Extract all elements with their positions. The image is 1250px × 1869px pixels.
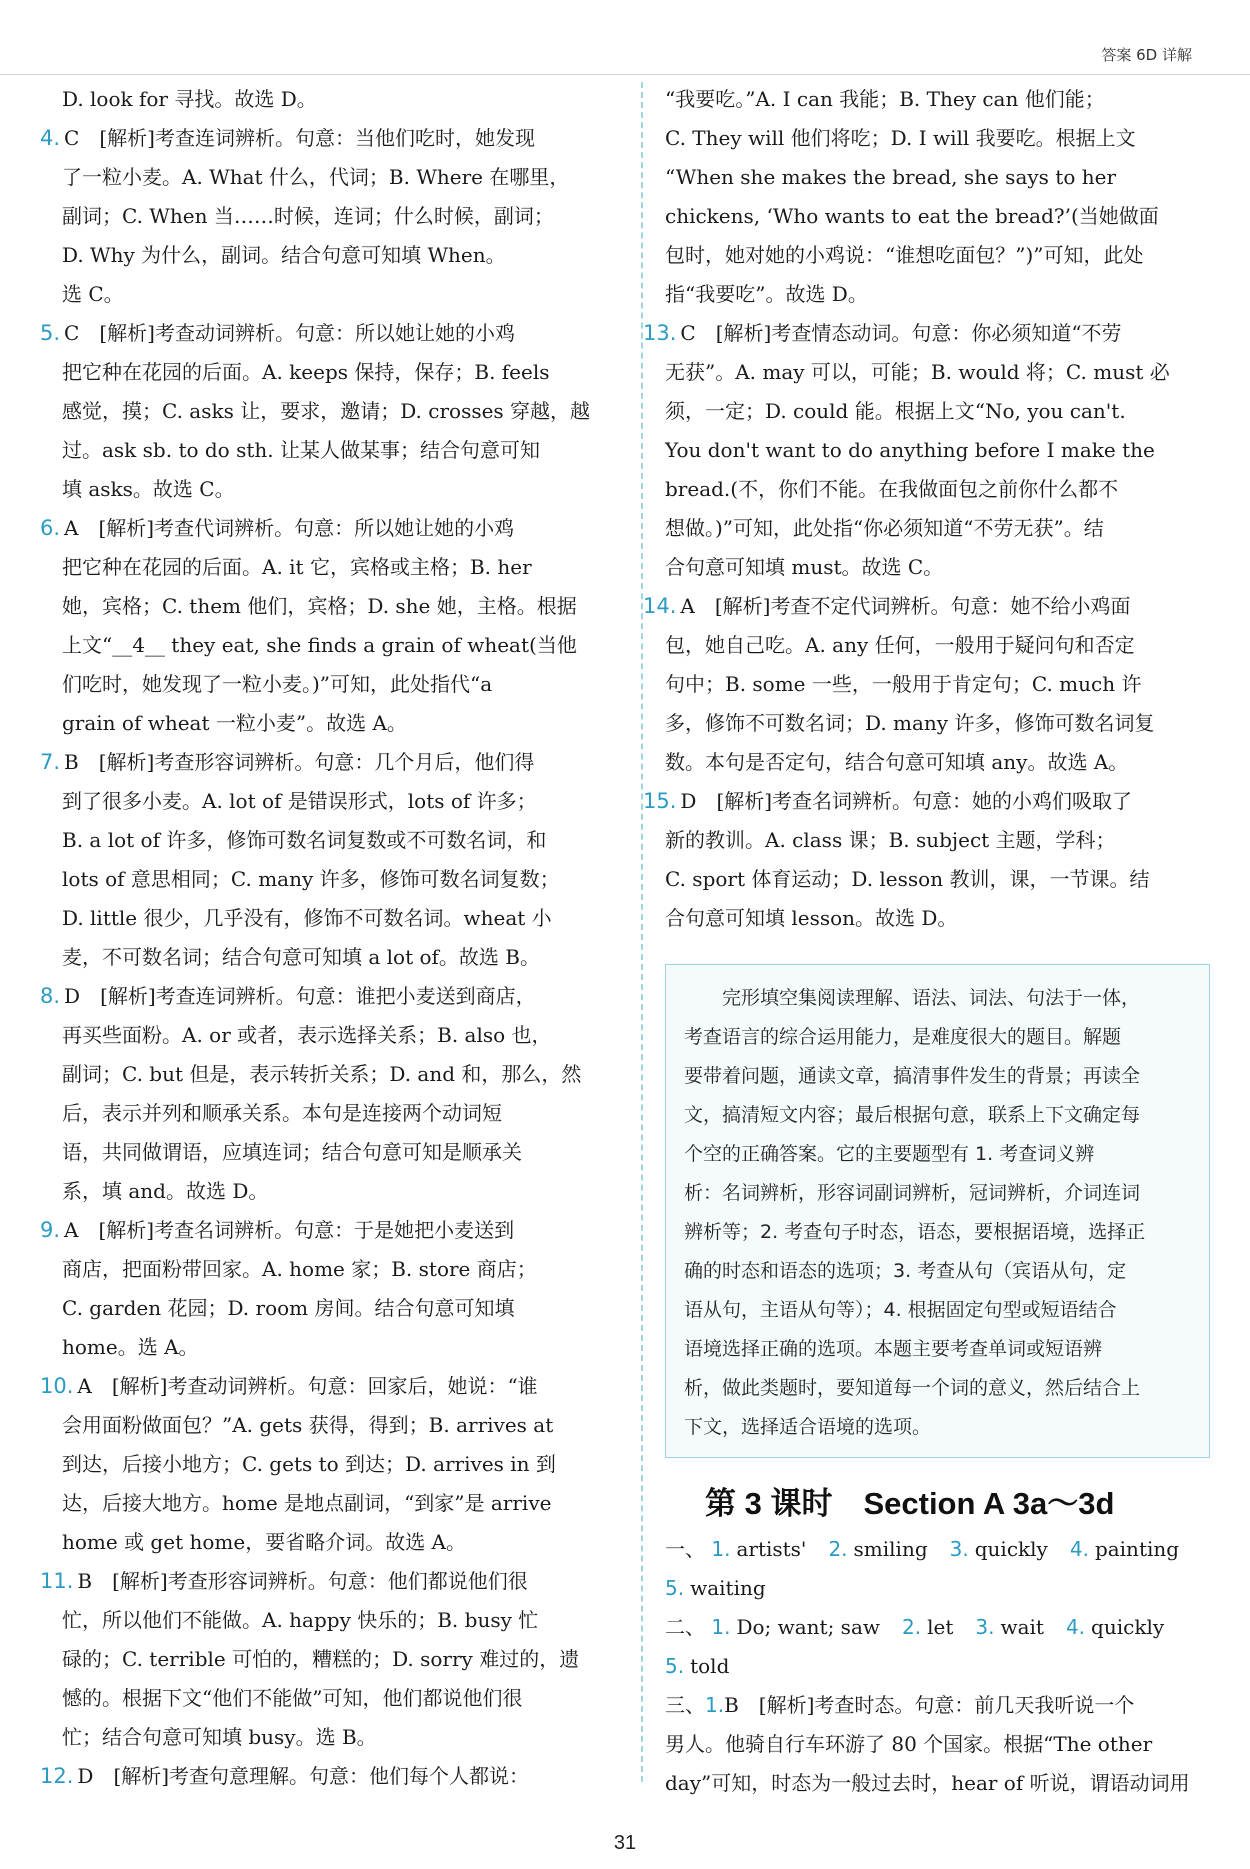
answer-text: quickly [1091,1615,1165,1639]
line-text: 忙；结合句意可知填 busy。选 B。 [62,1725,377,1749]
text-line [62,275,602,314]
question-number: 15. [643,789,677,813]
text-line [665,353,1210,392]
line-text: 无获”。A. may 可以，可能；B. would 将；C. must 必 [665,360,1170,384]
line-text: 副词；C. When 当……时候，连词；什么时候，副词； [62,204,554,228]
answer-number: 2. [828,1537,848,1561]
line-text: 憾的。根据下文“他们不能做”可知，他们都说他们很 [62,1686,523,1710]
tip-line: 要带着问题，通读文章，搞清事件发生的背景；再读全 [684,1065,1141,1087]
line-text: 们吃时，她发现了一粒小麦。)”可知，此处指代“a [62,672,493,696]
text-line [62,704,602,743]
line-text: bread.(不，你们不能。在我做面包之前你什么都不 [665,477,1119,501]
text-line [643,587,1210,626]
text-line [62,80,602,119]
text-line [665,899,1210,938]
text-line [62,470,602,509]
line-text: 上文“__4__ they eat, she finds a grain of wheat(当他 [62,633,577,657]
text-line [40,509,602,548]
question-number: 13. [643,321,677,345]
line-text: D [解析]考查连词辨析。句意：谁把小麦送到商店， [64,984,536,1008]
text-line [665,1686,1210,1725]
line-text: D [解析]考查句意理解。句意：他们每个人都说： [77,1764,530,1788]
text-line [665,275,1210,314]
line-text: 填 asks。故选 C。 [62,477,235,501]
line-text: lots of 意思相同；C. many 许多，修饰可数名词复数； [62,867,560,891]
line-text: day”可知，时态为一般过去时，hear of 听说，谓语动词用 [665,1771,1190,1795]
text-line [40,314,602,353]
answer-number: 3. [949,1537,969,1561]
line-text: 把它种在花园的后面。A. it 它，宾格或主格；B. her [62,555,532,579]
line-text: 麦，不可数名词；结合句意可知填 a lot of。故选 B。 [62,945,540,969]
left-column [40,80,602,1796]
line-text: 男人。他骑自行车环游了 80 个国家。根据“The other [665,1732,1153,1756]
text-line [62,236,602,275]
tip-line: 确的时态和语态的选项；3. 考查从句（宾语从句，定 [684,1260,1127,1282]
text-line [40,1211,602,1250]
line-text: “我要吃。”A. I can 我能；B. They can 他们能； [665,87,1105,111]
text-line [62,1718,602,1757]
tip-line: 析：名词辨析，形容词副词辨析，冠词辨析，介词连词 [684,1182,1141,1204]
question-number: 9. [40,1218,61,1242]
tip-line: 下文，选择适合语境的选项。 [684,1416,932,1438]
line-text: C [解析]考查动词辨析。句意：所以她让她的小鸡 [64,321,515,345]
question-number: 8. [40,984,61,1008]
line-text: D. little 很少，几乎没有，修饰不可数名词。wheat 小 [62,906,552,930]
line-text: D. look for 寻找。故选 D。 [62,87,317,111]
line-text: home 或 get home，要省略介词。故选 A。 [62,1530,466,1554]
line-text: 到了很多小麦。A. lot of 是错误形式，lots of 许多； [62,789,537,813]
answer-text: smiling [853,1537,928,1561]
part1-row-a [711,1537,1201,1561]
part3-label: 三、 [665,1693,705,1717]
line-text: 碌的；C. terrible 可怕的，糟糕的；D. sorry 难过的，遗 [62,1647,580,1671]
text-line [665,860,1210,899]
section-heading: 第 3 课时 Section A 3a～3d [705,1486,1115,1521]
line-text: B. a lot of 许多，修饰可数名词复数或不可数名词，和 [62,828,547,852]
line-text: 语，共同做谓语，应填连词；结合句意可知是顺承关 [62,1140,522,1164]
text-line [62,1406,602,1445]
text-line [665,431,1210,470]
line-text: “When she makes the bread, she says to her [665,165,1117,189]
question-number: 14. [643,594,677,618]
header-rule [0,74,1250,75]
text-line [40,977,602,1016]
text-line [665,236,1210,275]
line-text: 指“我要吃”。故选 D。 [665,282,868,306]
part2-label: 二、 [665,1615,705,1639]
text-line [62,1445,602,1484]
line-text: C. They will 他们将吃；D. I will 我要吃。根据上文 [665,126,1136,150]
answer-number: 1. [711,1615,731,1639]
question-number: 6. [40,516,61,540]
line-text: A [解析]考查不定代词辨析。句意：她不给小鸡面 [680,594,1131,618]
line-text: 忙，所以他们不能做。A. happy 快乐的；B. busy 忙 [62,1608,539,1632]
line-text: 多，修饰不可数名词；D. many 许多，修饰可数名词复 [665,711,1155,735]
answer-number: 5. [665,1654,685,1678]
line-text: 系，填 and。故选 D。 [62,1179,269,1203]
line-text: A [解析]考查名词辨析。句意：于是她把小麦送到 [64,1218,515,1242]
text-line [62,782,602,821]
text-line [665,509,1210,548]
part1-answers-cont [665,1569,1210,1608]
text-line [62,626,602,665]
answer-text: told [690,1654,730,1678]
text-line [62,1328,602,1367]
question-number: 12. [40,1764,74,1788]
tip-line: 考查语言的综合运用能力，是难度很大的题目。解题 [684,1026,1122,1048]
line-text: A [解析]考查代词辨析。句意：所以她让她的小鸡 [64,516,515,540]
text-line [62,1289,602,1328]
line-text: 会用面粉做面包？”A. gets 获得，得到；B. arrives at [62,1413,554,1437]
text-line [62,665,602,704]
text-line [643,314,1210,353]
text-line [62,1016,602,1055]
question-number: 7. [40,750,61,774]
line-text: B [解析]考查形容词辨析。句意：他们都说他们很 [77,1569,528,1593]
line-text: 后，表示并列和顺承关系。本句是连接两个动词短 [62,1101,502,1125]
text-line [62,1172,602,1211]
text-line [40,1367,602,1406]
text-line [665,743,1210,782]
answer-text: artists' [736,1537,807,1561]
line-text: 把它种在花园的后面。A. keeps 保持，保存；B. feels [62,360,550,384]
part2-answers-cont [665,1647,1210,1686]
line-text: You don't want to do anything before I make the [665,438,1155,462]
part1-row-b [665,1576,788,1600]
text-line [62,1250,602,1289]
page-number: 31 [613,1832,637,1854]
text-line [62,899,602,938]
answer-text: quickly [974,1537,1048,1561]
text-line [62,821,602,860]
answer-number: 1. [711,1537,731,1561]
text-line [665,704,1210,743]
question-number: 11. [40,1569,74,1593]
line-text: 再买些面粉。A. or 或者，表示选择关系；B. also 也， [62,1023,552,1047]
text-line [62,431,602,470]
text-line [665,821,1210,860]
tip-line: 文，搞清短文内容；最后根据句意，联系上下文确定每 [684,1104,1141,1126]
text-line [40,1757,602,1796]
answer-number: 4. [1069,1537,1089,1561]
answer-number: 2. [902,1615,922,1639]
line-text: C [解析]考查情态动词。句意：你必须知道“不劳 [680,321,1122,345]
text-line [665,197,1210,236]
tip-line: 语从句，主语从句等）；4. 根据固定句型或短语结合 [684,1299,1117,1321]
text-line [665,392,1210,431]
part1-label: 一、 [665,1537,705,1561]
right-column [643,80,1210,1803]
line-text: 到达，后接小地方；C. gets to 到达；D. arrives in 到 [62,1452,556,1476]
text-line [62,1523,602,1562]
line-text: 句中；B. some 一些，一般用于肯定句；C. much 许 [665,672,1142,696]
text-line [62,938,602,977]
line-text: 她，宾格；C. them 他们，宾格；D. she 她，主格。根据 [62,594,577,618]
text-line [62,197,602,236]
part1-answers [665,1530,1210,1569]
answer-text: let [927,1615,954,1639]
text-line [62,860,602,899]
question-number: 1. [705,1693,725,1717]
line-text: C. garden 花园；D. room 房间。结合句意可知填 [62,1296,515,1320]
text-line [665,470,1210,509]
part2-row-b [665,1654,751,1678]
text-line [40,743,602,782]
answer-text: Do; want; saw [736,1615,880,1639]
line-text: 新的教训。A. class 课；B. subject 主题，学科； [665,828,1116,852]
line-text: D [解析]考查名词辨析。句意：她的小鸡们吸取了 [680,789,1133,813]
answer-number: 5. [665,1576,685,1600]
text-line [665,665,1210,704]
answer-text: painting [1094,1537,1180,1561]
tip-line: 析，做此类题时，要知道每一个词的意义，然后结合上 [684,1377,1141,1399]
line-text: 想做。)”可知，此处指“你必须知道“不劳无获”。结 [665,516,1104,540]
part3-answers [665,1686,1210,1803]
tip-box [665,964,1210,1458]
line-text: C. sport 体育运动；D. lesson 教训，课，一节课。结 [665,867,1150,891]
text-line [665,158,1210,197]
text-line [62,1640,602,1679]
answer-text: waiting [690,1576,766,1600]
part2-answers [665,1608,1210,1647]
line-text: 副词；C. but 但是，表示转折关系；D. and 和，那么，然 [62,1062,582,1086]
line-text: 商店，把面粉带回家。A. home 家；B. store 商店； [62,1257,537,1281]
part2-row-a [711,1615,1186,1639]
answer-text: wait [1000,1615,1044,1639]
text-line [665,626,1210,665]
line-text: 包，她自己吃。A. any 任何，一般用于疑问句和否定 [665,633,1135,657]
header-tag: 答案 6D 详解 [1101,46,1192,64]
line-text: 数。本句是否定句，结合句意可知填 any。故选 A。 [665,750,1129,774]
tip-text [684,979,1193,1447]
line-text: 合句意可知填 lesson。故选 D。 [665,906,958,930]
line-text: C [解析]考查连词辨析。句意：当他们吃时，她发现 [64,126,535,150]
right-column-text [643,80,1210,938]
question-number: 4. [40,126,61,150]
line-text: chickens, ‘Who wants to eat the bread?’(当她做面 [665,204,1159,228]
text-line [665,119,1210,158]
text-line [665,1725,1210,1764]
question-number: 5. [40,321,61,345]
text-line [665,80,1210,119]
text-line [62,1679,602,1718]
question-number: 10. [40,1374,74,1398]
text-line [665,1764,1210,1803]
line-text: B [解析]考查时态。句意：前几天我听说一个 [724,1693,1135,1717]
line-text: 选 C。 [62,282,124,306]
line-text: 了一粒小麦。A. What 什么，代词；B. Where 在哪里， [62,165,570,189]
tip-line: 完形填空集阅读理解、语法、词法、句法于一体， [684,987,1141,1009]
line-text: 合句意可知填 must。故选 C。 [665,555,944,579]
answer-number: 3. [975,1615,995,1639]
text-line [62,548,602,587]
line-text: 过。ask sb. to do sth. 让某人做某事；结合句意可知 [62,438,540,462]
text-line [665,548,1210,587]
text-line [40,119,602,158]
line-text: D. Why 为什么，副词。结合句意可知填 When。 [62,243,506,267]
text-line [62,1484,602,1523]
line-text: grain of wheat 一粒小麦”。故选 A。 [62,711,407,735]
tip-line: 个空的正确答案。它的主要题型有 1. 考查词义辨 [684,1143,1095,1165]
line-text: home。选 A。 [62,1335,199,1359]
text-line [62,587,602,626]
text-line [62,1055,602,1094]
text-line [40,1562,602,1601]
text-line [62,1601,602,1640]
text-line [643,782,1210,821]
line-text: 包时，她对她的小鸡说：“谁想吃面包？”)”可知，此处 [665,243,1144,267]
text-line [62,392,602,431]
tip-line: 辨析等；2. 考查句子时态，语态，要根据语境，选择正 [684,1221,1146,1243]
text-line [62,1094,602,1133]
line-text: 达，后接大地方。home 是地点副词，“到家”是 arrive [62,1491,552,1515]
text-line [62,158,602,197]
line-text: B [解析]考查形容词辨析。句意：几个月后，他们得 [64,750,535,774]
answer-number: 4. [1065,1615,1086,1639]
text-line [62,353,602,392]
text-line [62,1133,602,1172]
line-text: A [解析]考查动词辨析。句意：回家后，她说：“谁 [77,1374,538,1398]
line-text: 须，一定；D. could 能。根据上文“No, you can't. [665,399,1126,423]
line-text: 感觉，摸；C. asks 让，要求，邀请；D. crosses 穿越，越 [62,399,591,423]
tip-line: 语境选择正确的选项。本题主要考查单词或短语辨 [684,1338,1103,1360]
